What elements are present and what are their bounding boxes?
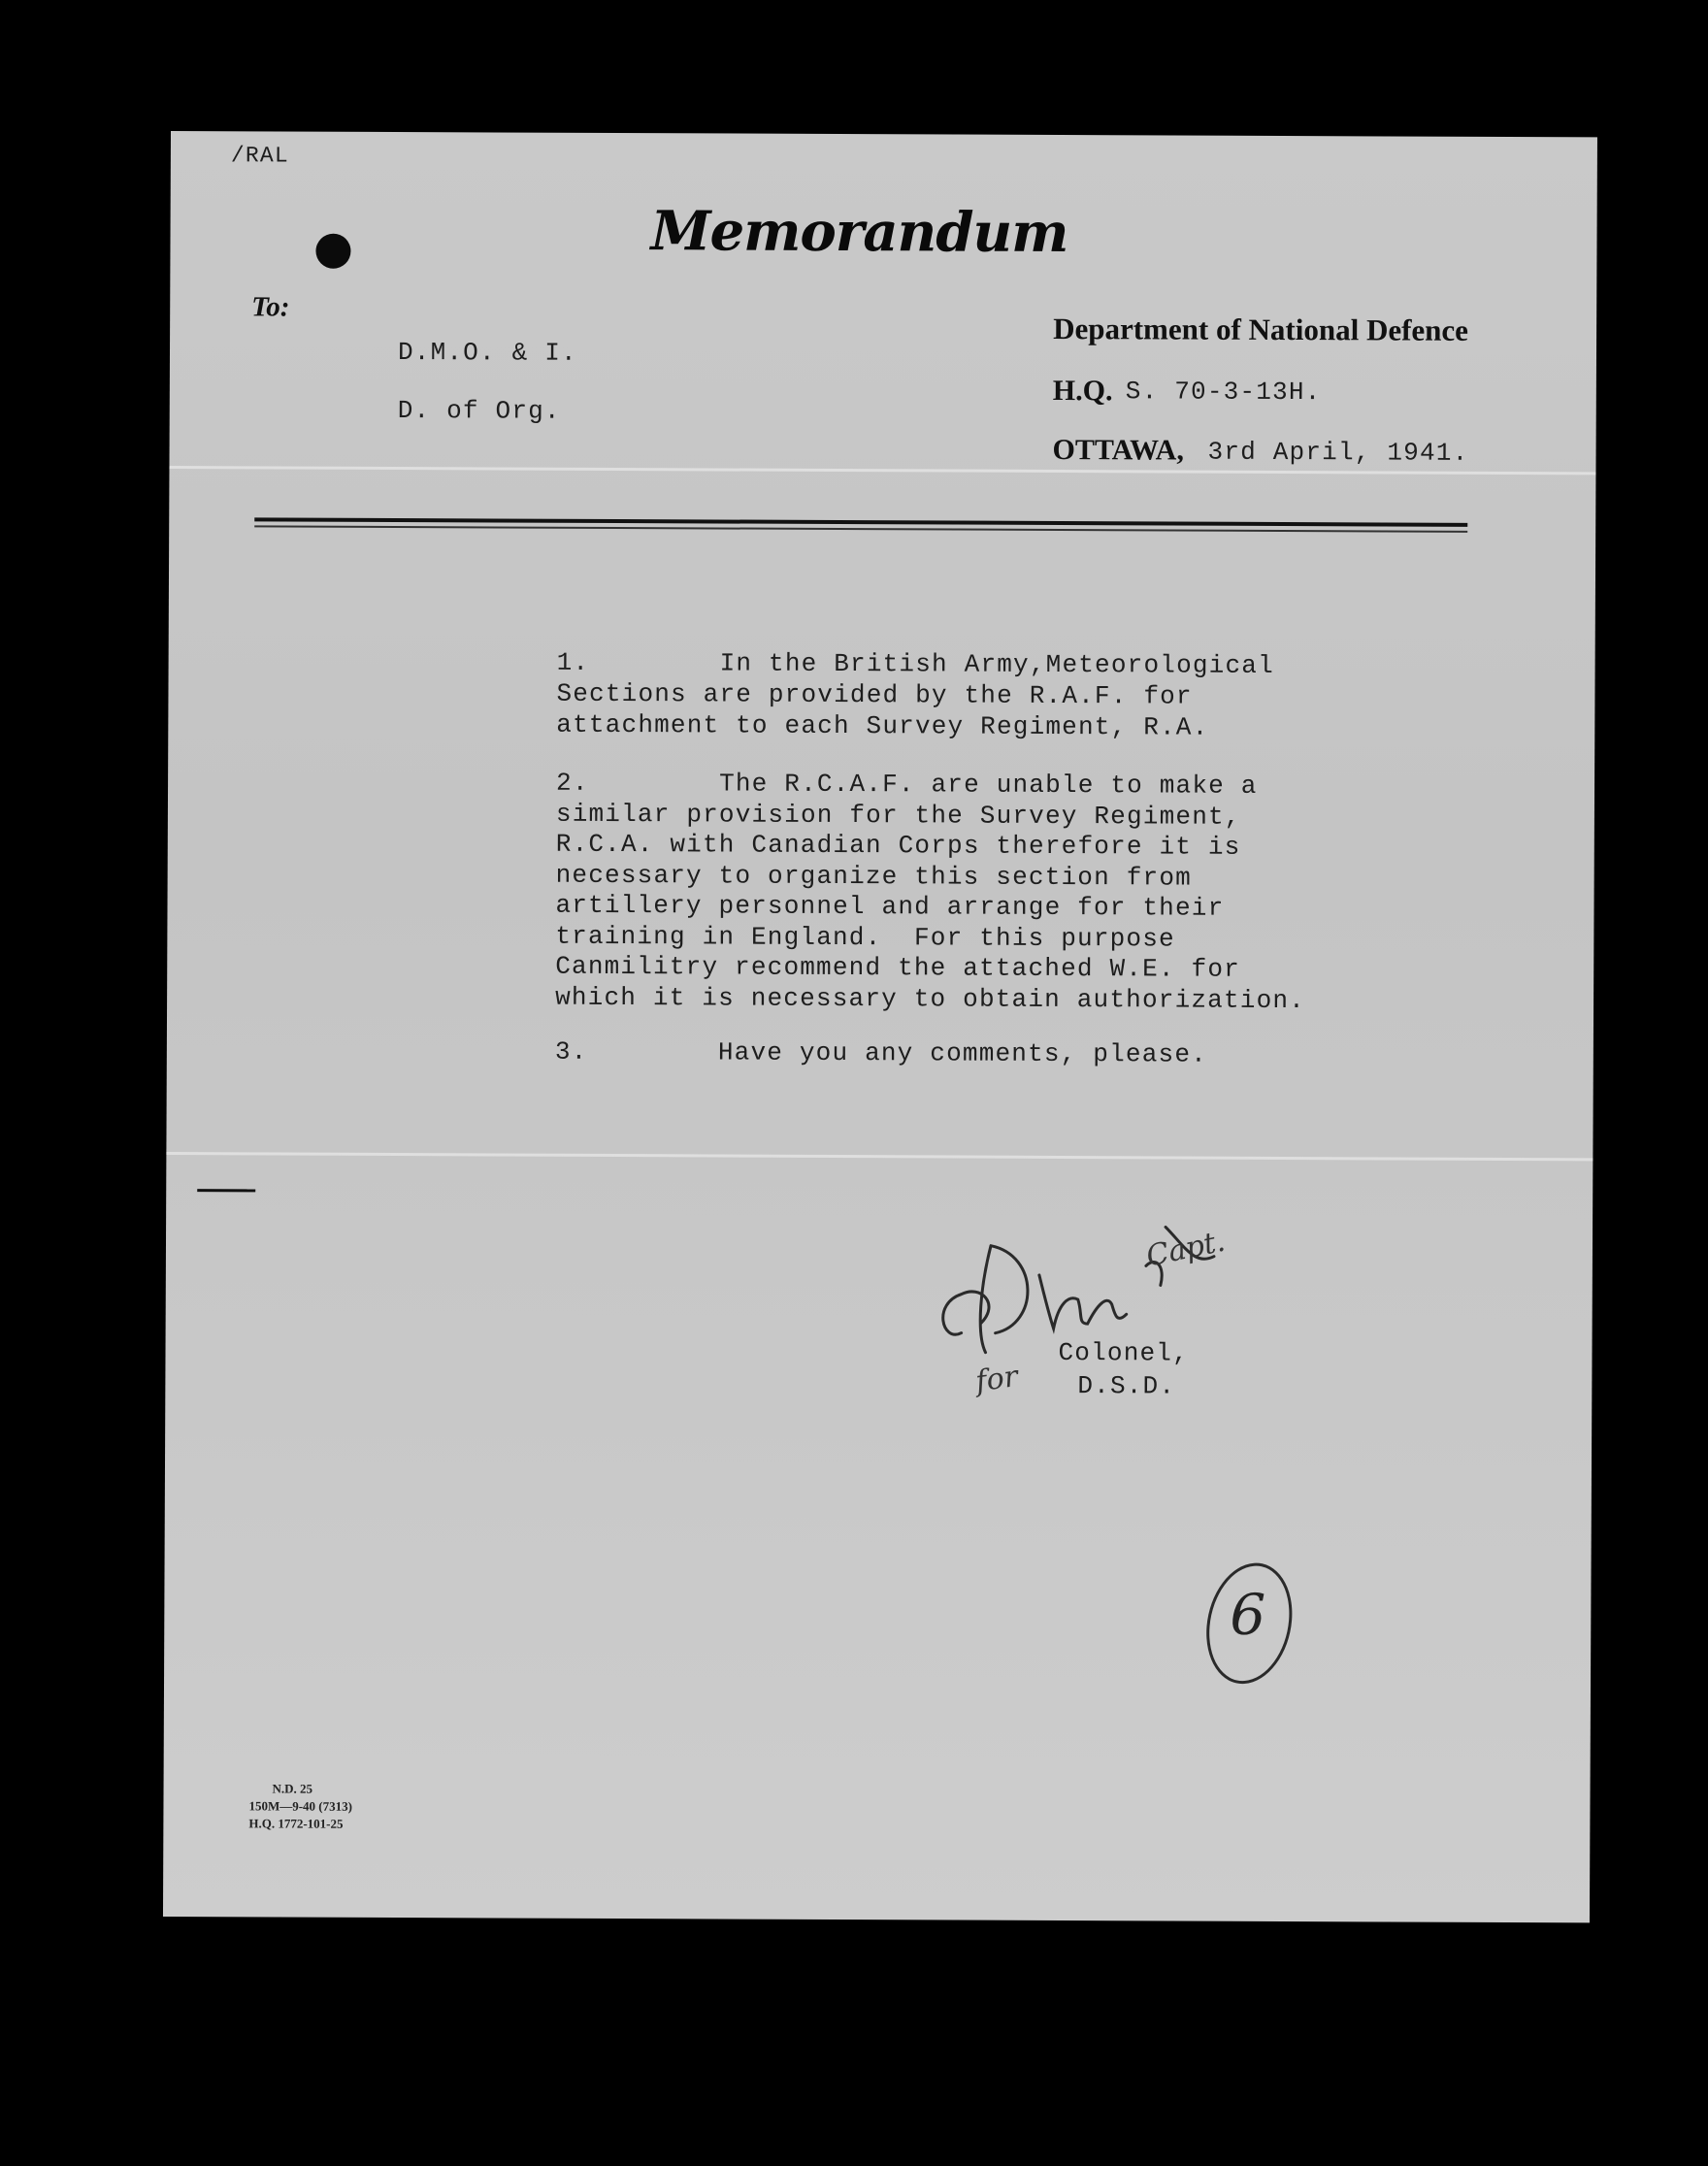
paragraph-3: 3. Have you any comments, please.	[554, 1036, 1208, 1069]
header-rule-thin	[254, 525, 1467, 532]
memo-date: 3rd April, 1941.	[1207, 437, 1469, 468]
form-print-run: 150M—9-40 (7313)	[248, 1798, 353, 1814]
paragraph-1: 1. In the British Army,Meteorological Sections are provided by the R.A.F. for attachment to each Survey Regiment, R.A.	[556, 647, 1274, 742]
margin-mark	[197, 1189, 255, 1192]
page-number: 6	[1230, 1581, 1266, 1648]
department-name: Department of National Defence	[1053, 311, 1469, 347]
to-label: To:	[251, 291, 290, 323]
handwritten-for: for	[973, 1359, 1021, 1399]
file-number: S. 70-3-13H.	[1125, 377, 1322, 408]
file-reference: /RAL	[230, 143, 289, 169]
form-hq-ref: H.Q. 1772-101-25	[248, 1816, 344, 1831]
signatory-office: D.S.D.	[1077, 1371, 1176, 1401]
handwritten-rank: Capt.	[1143, 1224, 1229, 1274]
place-label: OTTAWA,	[1052, 433, 1184, 467]
memo-title: Memorandum	[650, 199, 1068, 266]
paragraph-2: 2. The R.C.A.F. are unable to make a similar provision for the Survey Regiment, R.C.A. with Canadian Corps therefore it is necessary to organize this section from artillery personnel and arrange for their training in England. For this purpose Canmilitry recommend the attached W.E. for which it is necessary to obtain authorization.	[555, 768, 1306, 1015]
signatory-rank: Colonel,	[1058, 1338, 1190, 1368]
file-label: H.Q.	[1052, 374, 1113, 408]
form-number: N.D. 25	[272, 1781, 313, 1796]
recipient-line: D. of Org.	[397, 396, 561, 426]
recipient-line: D.M.O. & I.	[397, 338, 577, 368]
memo-sheet	[163, 131, 1597, 1922]
fold-line	[166, 1152, 1593, 1161]
